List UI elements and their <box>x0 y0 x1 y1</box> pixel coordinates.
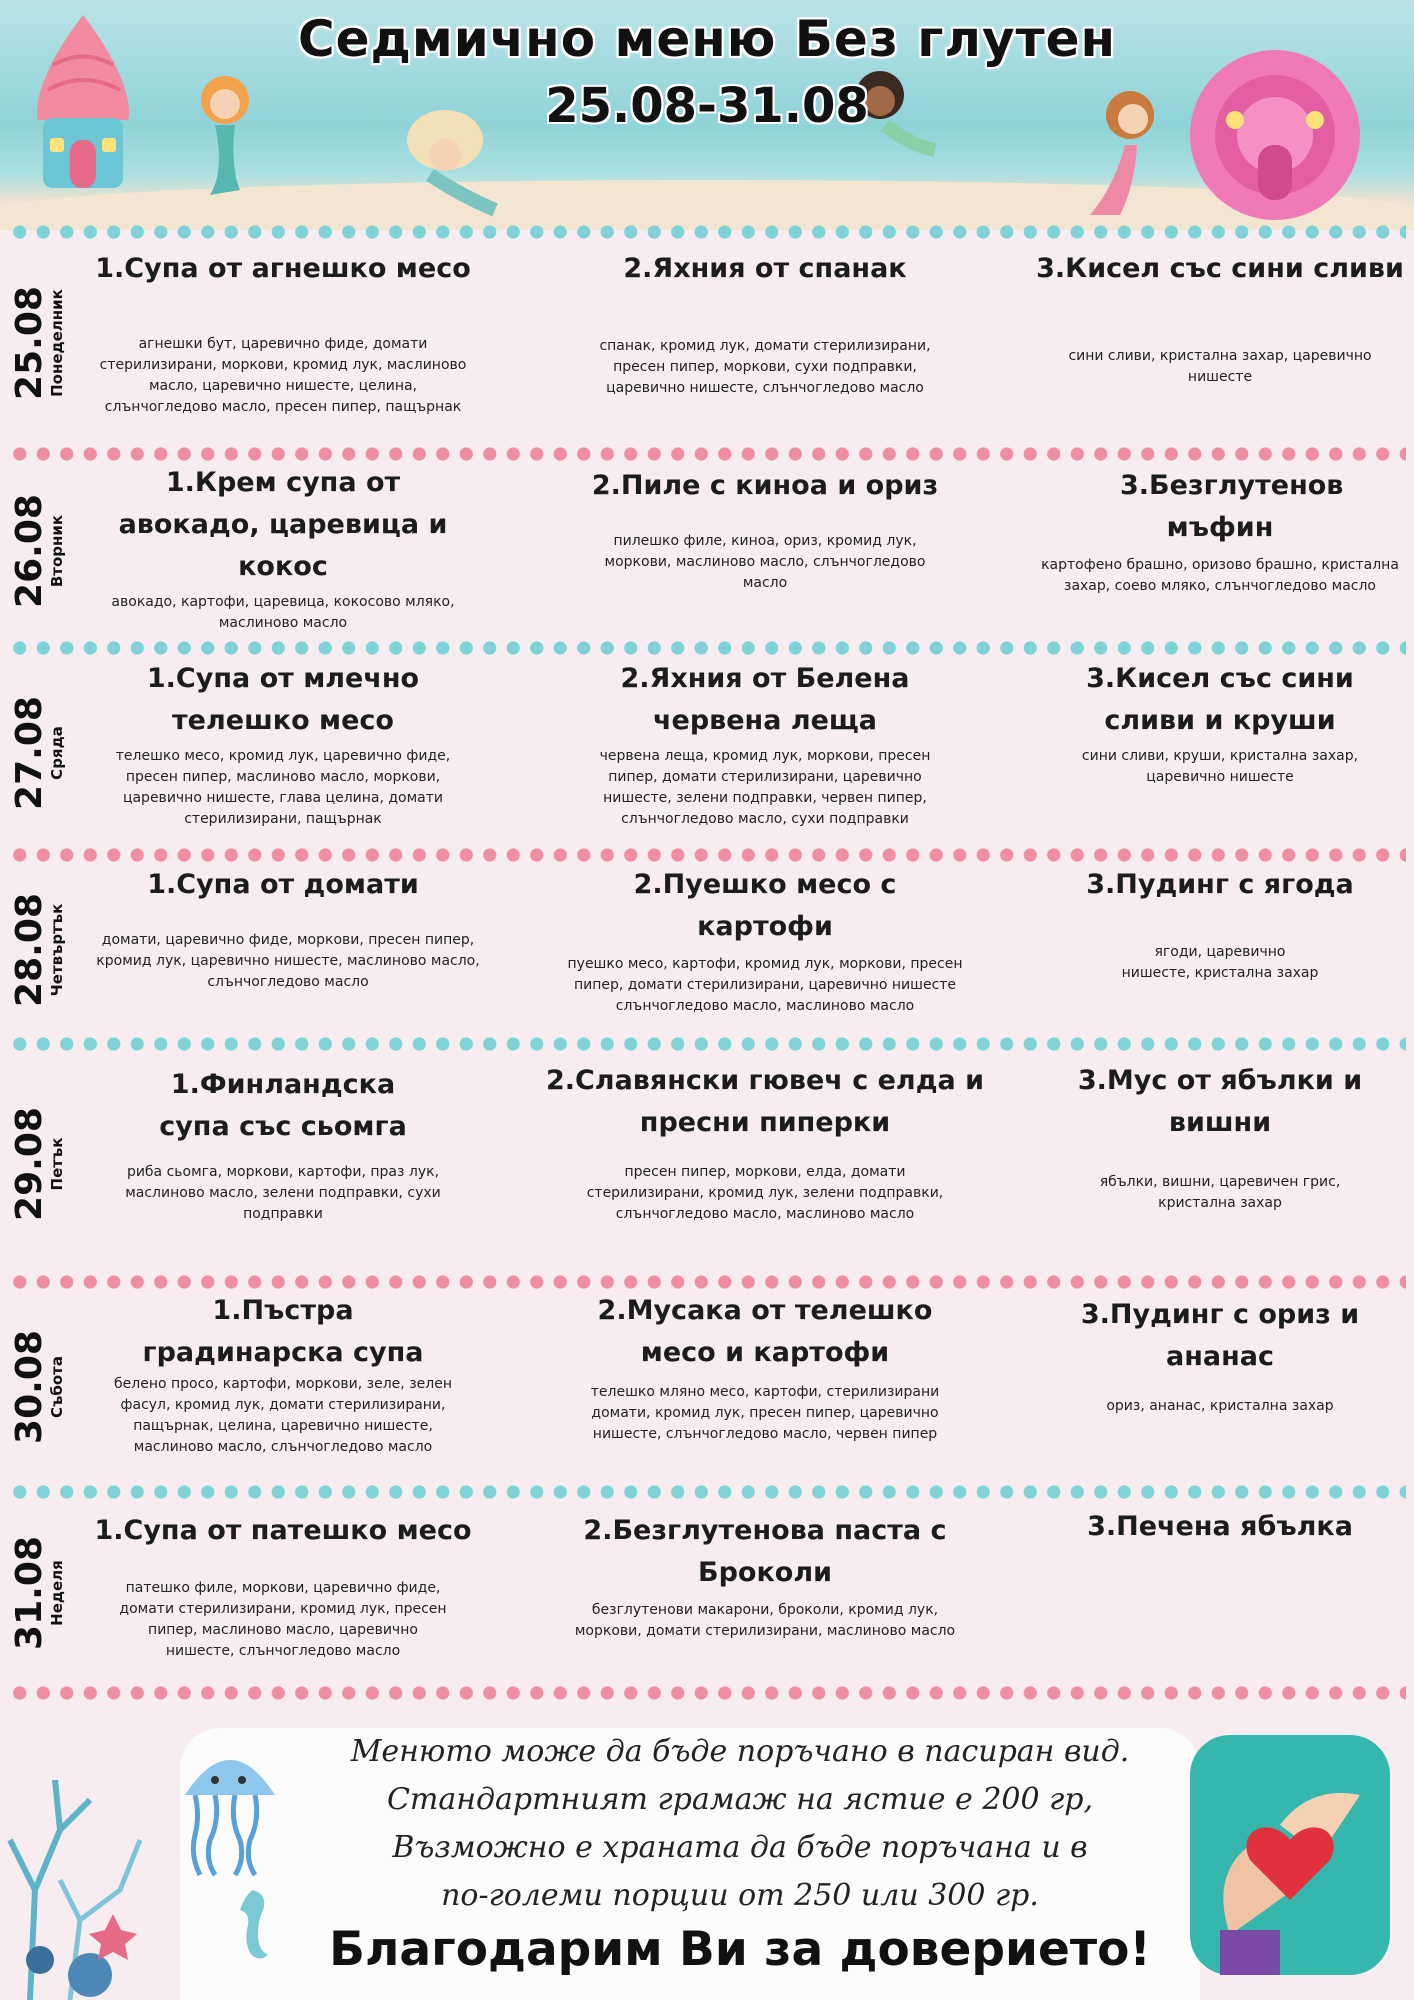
dish-name: 1.Пъстра градинарска супа <box>142 1295 424 1368</box>
dish-dessert <box>1010 1506 1414 1548</box>
page-title: Седмично меню Без глутен <box>297 10 1117 68</box>
day-weekday: Сряда <box>48 726 66 780</box>
dish-name: 3.Мус от ябълки и вишни <box>1077 1065 1363 1138</box>
day-date: 25.08 <box>9 286 50 400</box>
dish-name: 2.Яхния от Белена червена леща <box>620 663 910 736</box>
day-date: 28.08 <box>9 893 50 1007</box>
day-label <box>8 1054 68 1274</box>
dish-name: 3.Пудинг с ягода <box>1086 869 1354 900</box>
day-row-sun <box>0 1500 1414 1685</box>
dot-divider <box>8 847 1406 863</box>
day-row-sat <box>0 1290 1414 1484</box>
dish-name: 2.Пиле с киноа и ориз <box>591 470 939 501</box>
day-weekday: Четвъртък <box>48 903 66 997</box>
dish-name: 3.Пудинг с ориз и ананас <box>1080 1299 1360 1372</box>
dish-soup <box>88 1510 478 1662</box>
dish-name: 1.Финландска супа със сьомга <box>159 1069 407 1142</box>
dish-name: 2.Славянски гювеч с елда и пресни пиперки <box>545 1065 985 1138</box>
dish-soup <box>88 1064 478 1225</box>
coral-decoration-icon <box>0 1690 170 2000</box>
dish-main <box>555 1510 975 1642</box>
dish-ingredients: безглутенови макарони, броколи, кромид лук, моркови, домати стерилизирани, маслиново масло <box>574 1602 956 1639</box>
day-row-thu <box>0 864 1414 1036</box>
dish-main <box>555 248 975 399</box>
day-label <box>8 864 68 1036</box>
dot-divider <box>8 1484 1406 1500</box>
dish-ingredients: риба сьомга, моркови, картофи, праз лук, маслиново масло, зелени подправки, сухи подправки <box>125 1164 441 1222</box>
day-label <box>8 240 68 446</box>
header-banner <box>0 0 1414 230</box>
page-period: 25.08-31.08 <box>545 78 869 134</box>
dish-ingredients: домати, царевично фиде, моркови, пресен пипер, кромид лук, царевично нишесте, маслиново масло, слънчогледово масло <box>96 932 480 990</box>
day-weekday: Понеделник <box>48 289 66 397</box>
dish-name: 1.Супа от млечно телешко месо <box>146 663 420 736</box>
dish-dessert <box>1010 1060 1414 1214</box>
dish-ingredients: белено просо, картофи, моркови, зеле, зелен фасул, кромид лук, домати стерилизирани, пащърнак, целина, царевично нишесте, маслиново масло, слънчогледово масло <box>114 1376 452 1455</box>
dish-dessert <box>1010 248 1414 388</box>
dish-name: 2.Мусака от телешко месо и картофи <box>597 1295 933 1368</box>
dish-ingredients: ориз, ананас, кристална захар <box>1106 1398 1334 1414</box>
dot-divider <box>8 224 1406 240</box>
dish-name: 3.Безглутенов мъфин <box>1120 470 1344 543</box>
dish-ingredients: спанак, кромид лук, домати стерилизирани, пресен пипер, моркови, сухи подправки, царевично нишесте, слънчогледово масло <box>599 338 931 396</box>
dish-soup <box>88 248 478 418</box>
day-row-fri <box>0 1054 1414 1274</box>
day-date: 27.08 <box>9 696 50 810</box>
dish-ingredients: телешко мляно месо, картофи, стерилизирани домати, кромид лук, пресен пипер, царевично нишесте, слънчогледово масло, червен пипер <box>590 1384 940 1442</box>
day-row-mon <box>0 240 1414 446</box>
footer-note-line: по-големи порции от 250 или 300 гр. <box>441 1878 1039 1913</box>
dot-divider <box>8 446 1406 462</box>
dish-name: 1.Супа от патешко месо <box>94 1515 472 1546</box>
dish-dessert <box>1010 658 1414 788</box>
day-row-tue <box>0 462 1414 640</box>
dish-main <box>555 658 975 830</box>
dish-dessert <box>1010 1294 1414 1417</box>
dish-soup <box>88 1290 478 1458</box>
dish-name: 3.Печена ябълка <box>1087 1511 1353 1542</box>
day-weekday: Петък <box>48 1137 66 1191</box>
dish-ingredients: ягоди, царевично нишесте, кристална захар <box>1121 944 1319 981</box>
dish-dessert <box>1010 864 1414 984</box>
dish-ingredients: авокадо, картофи, царевица, кокосово мляко, маслиново масло <box>111 594 455 631</box>
day-label <box>8 1500 68 1685</box>
footer-note <box>250 1728 1230 1920</box>
day-row-wed <box>0 658 1414 848</box>
dot-divider <box>8 1274 1406 1290</box>
dish-main <box>545 1060 985 1225</box>
dish-soup <box>88 864 478 993</box>
day-weekday: Вторник <box>48 514 66 588</box>
day-date: 29.08 <box>9 1107 50 1221</box>
thank-you-text: Благодарим Ви за доверието! <box>329 1922 1151 1977</box>
dot-divider <box>8 640 1406 656</box>
footer-note-line: Възможно е храната да бъде поръчана и в <box>392 1830 1088 1865</box>
day-label <box>8 658 68 848</box>
day-weekday: Неделя <box>48 1559 66 1626</box>
dish-main <box>555 864 975 1017</box>
dish-main <box>555 1290 975 1445</box>
dish-name: 1.Супа от домати <box>147 869 419 900</box>
dish-ingredients: пуешко месо, картофи, кромид лук, моркови, пресен пипер, домати стерилизирани, царевично нишесте слънчогледово масло, маслиново масло <box>567 956 963 1014</box>
dot-divider <box>8 1036 1406 1052</box>
dish-name: 3.Кисел със сини сливи <box>1036 253 1404 284</box>
dish-ingredients: пресен пипер, моркови, елда, домати стерилизирани, кромид лук, зелени подправки, слънчогледово масло, маслиново масло <box>586 1164 944 1222</box>
dish-dessert <box>1010 465 1414 597</box>
day-date: 26.08 <box>9 494 50 608</box>
day-date: 30.08 <box>9 1330 50 1444</box>
dish-name: 2.Яхния от спанак <box>623 253 907 284</box>
dish-name: 2.Безглутенова паста с Броколи <box>583 1515 947 1588</box>
dish-name: 1.Супа от агнешко месо <box>95 253 471 284</box>
dish-name: 1.Крем супа от авокадо, царевица и кокос <box>118 467 448 582</box>
day-date: 31.08 <box>9 1535 50 1650</box>
dish-ingredients: сини сливи, кристална захар, царевично нишесте <box>1068 348 1372 385</box>
footer-note-line: Менюто може да бъде поръчано в пасиран вид. <box>350 1734 1130 1769</box>
day-label <box>8 462 68 640</box>
dish-main <box>555 465 975 594</box>
dish-ingredients: агнешки бут, царевично фиде, домати стерилизирани, моркови, кромид лук, маслиново масло, царевично нишесте, целина, слънчогледово масло, пресен пипер, пащърнак <box>99 336 467 415</box>
footer-note-line: Стандартният грамаж на ястие е 200 гр, <box>386 1782 1094 1817</box>
dish-ingredients: ябълки, вишни, царевичен грис, кристална захар <box>1099 1174 1341 1211</box>
day-weekday: Събота <box>48 1356 66 1418</box>
dish-ingredients: картофено брашно, оризово брашно, кристална захар, соево мляко, слънчогледово масло <box>1041 557 1399 594</box>
shell-house-right-icon <box>1180 40 1370 230</box>
dish-name: 3.Кисел със сини сливи и круши <box>1086 663 1354 736</box>
dish-ingredients: телешко месо, кромид лук, царевично фиде, пресен пипер, маслиново масло, моркови, царевично нишесте, глава целина, домати стерилизирани, пащърнак <box>115 748 451 827</box>
dish-ingredients: патешко филе, моркови, царевично фиде, домати стерилизирани, кромид лук, пресен пипер, маслиново масло, царевично нишесте, слънчогледово масло <box>119 1580 447 1659</box>
day-label <box>8 1290 68 1484</box>
dish-ingredients: червена леща, кромид лук, моркови, пресен пипер, домати стерилизирани, царевично нишесте, зелени подправки, червен пипер, слънчогледово масло, сухи подправки <box>599 748 931 827</box>
dish-soup <box>88 658 478 830</box>
dish-soup <box>88 462 478 634</box>
dish-ingredients: сини сливи, круши, кристална захар, царевично нишесте <box>1081 748 1359 785</box>
hands-heart-icon <box>1190 1735 1390 1975</box>
dish-name: 2.Пуешко месо с картофи <box>633 869 897 942</box>
dish-ingredients: пилешко филе, киноа, ориз, кромид лук, моркови, маслиново масло, слънчогледово масло <box>604 533 926 591</box>
dot-divider <box>8 1685 1406 1701</box>
